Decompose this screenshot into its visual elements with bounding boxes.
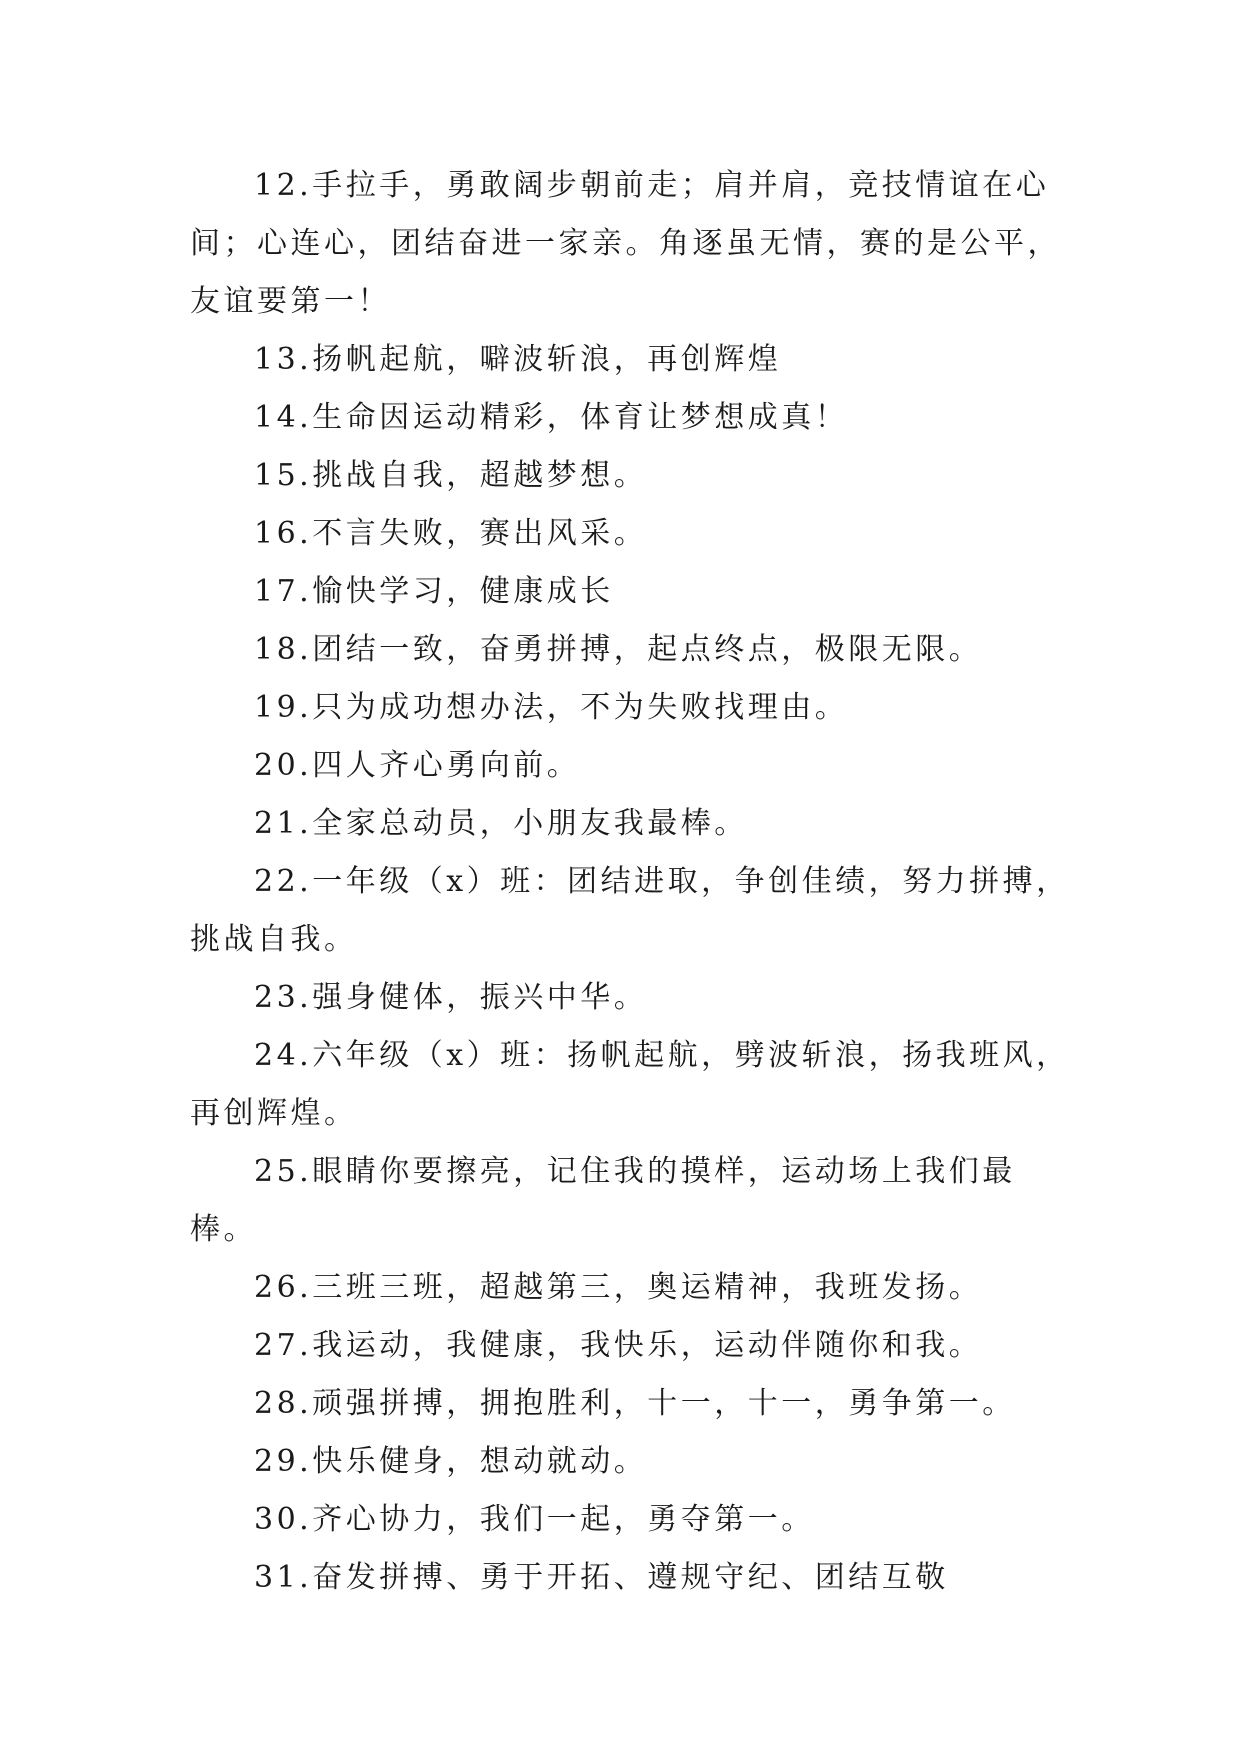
slogan-paragraph-30: 30.齐心协力，我们一起，勇夺第一。 — [254, 1502, 815, 1537]
slogan-paragraph-12: 12.手拉手，勇敢阔步朝前走；肩并肩，竞技情谊在心间；心连心，团结奋进一家亲。角逐虽无情，赛的是公平，友谊要第一！ — [190, 168, 1061, 319]
slogan-paragraph-15: 15.挑战自我，超越梦想。 — [254, 458, 648, 493]
slogan-paragraph-20: 20.四人齐心勇向前。 — [254, 748, 581, 783]
slogan-paragraph-16: 16.不言失败，赛出风采。 — [254, 516, 648, 551]
slogan-paragraph-14: 14.生命因运动精彩，体育让梦想成真！ — [254, 400, 849, 435]
slogan-paragraph-31: 31.奋发拼搏、勇于开拓、遵规守纪、团结互敬 — [254, 1560, 949, 1595]
slogan-paragraph-28: 28.顽强拼搏，拥抱胜利，十一，十一，勇争第一。 — [254, 1386, 1016, 1421]
slogan-paragraph-21: 21.全家总动员，小朋友我最棒。 — [254, 806, 748, 841]
document-body — [190, 157, 1070, 1607]
slogan-paragraph-26: 26.三班三班，超越第三，奥运精神，我班发扬。 — [254, 1270, 983, 1305]
slogan-paragraph-19: 19.只为成功想办法，不为失败找理由。 — [254, 690, 849, 725]
slogan-paragraph-22: 22.一年级（x）班：团结进取，争创佳绩，努力拼搏，挑战自我。 — [190, 864, 1070, 957]
slogan-paragraph-24: 24.六年级（x）班：扬帆起航，劈波斩浪，扬我班风，再创辉煌。 — [190, 1038, 1070, 1131]
slogan-paragraph-13: 13.扬帆起航，噼波斩浪，再创辉煌 — [254, 342, 782, 377]
slogan-paragraph-18: 18.团结一致，奋勇拼搏，起点终点，极限无限。 — [254, 632, 983, 667]
slogan-paragraph-17: 17.愉快学习，健康成长 — [254, 574, 614, 609]
slogan-paragraph-25: 25.眼睛你要擦亮，记住我的摸样，运动场上我们最棒。 — [190, 1154, 1016, 1247]
slogan-paragraph-29: 29.快乐健身，想动就动。 — [254, 1444, 648, 1479]
slogan-paragraph-23: 23.强身健体，振兴中华。 — [254, 980, 648, 1015]
slogan-paragraph-27: 27.我运动，我健康，我快乐，运动伴随你和我。 — [254, 1328, 983, 1363]
